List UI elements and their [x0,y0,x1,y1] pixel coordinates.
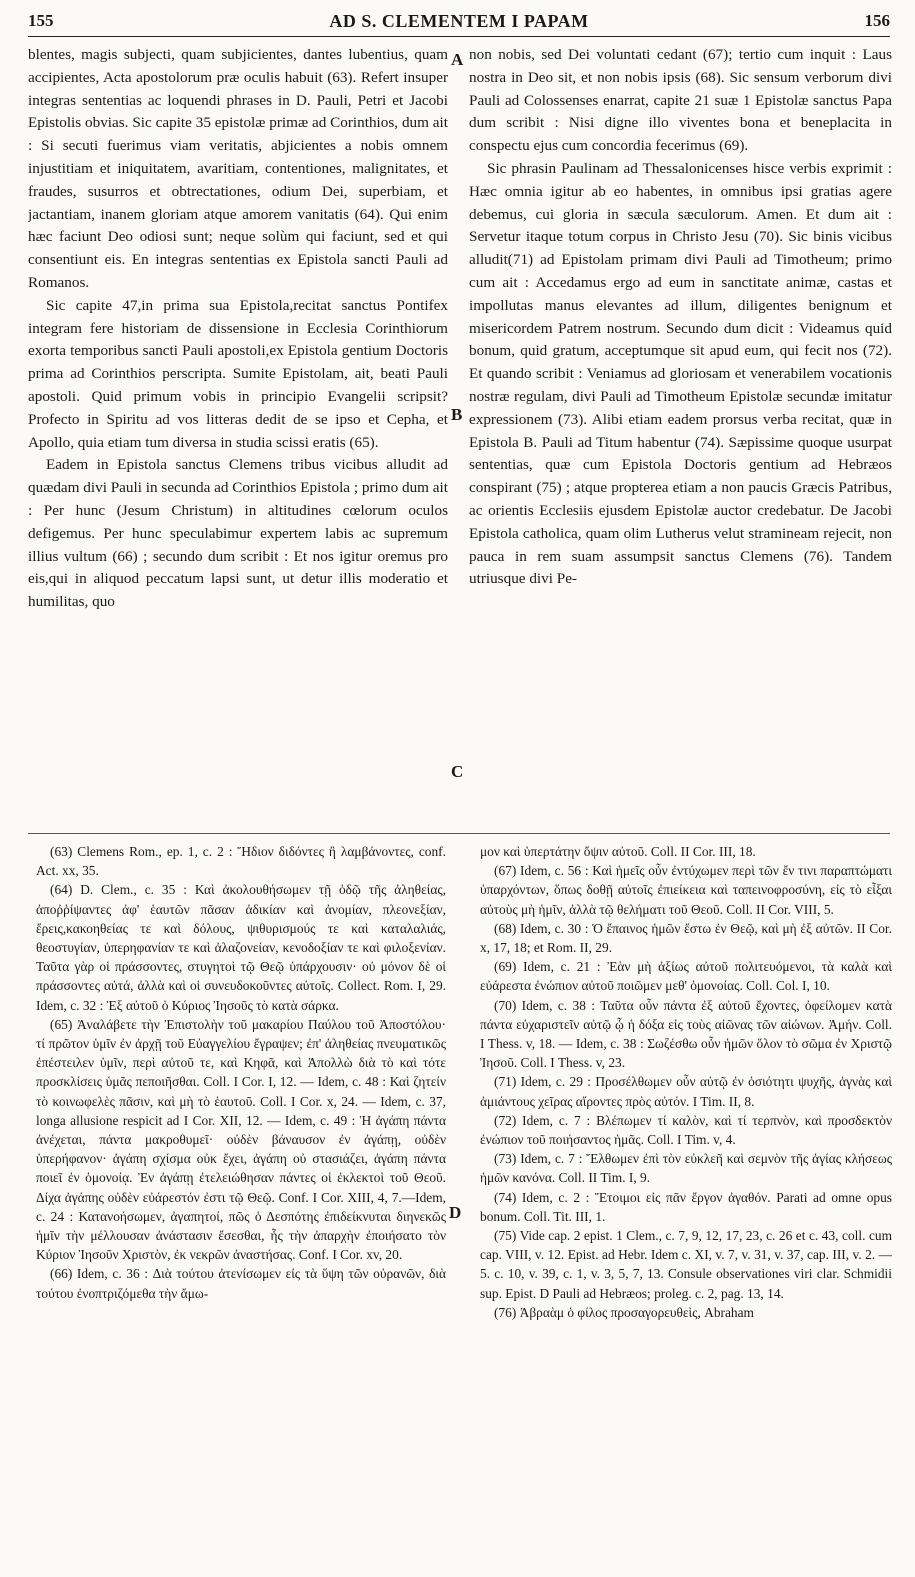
right-paragraph-2: Sic phrasin Paulinam ad Thessalonicenses hisce verbis exprimit : Hæc omnia igitur ab eo habentes, in omnibus ipsi gratias agere debemus, cui gloria in sæcula sæculorum. Amen. Et dum ait : Servetur itaque totum corpus in Christo Jesu (70). Sic binis vicibus alludit(71) ad Epistolam primam divi Pauli ad Timotheum; primo cum ait : Accedamus ergo ad eum in sanctitate animæ, castas et impollutas manus elevantes ad illum, diligentes benignum et misericordem Patrem nostrum. Secundo dum dicit : Videamus quid bonum, quid gratum, acceptumque sit apud eum, qui fecit nos (72). Et quando scribit : Veniamus ad gloriosam et venerabilem vocationis nostræ regulam, divi Pauli ad Timotheum Epistolæ secundæ imitatur expressionem (73). Alibi etiam eadem prorsus verba recitat, quæ in Epistola B. Pauli ad Titum habentur (74). Sæpissime quoque usurpat sententias, quæ cum Epistola Doctoris gentium ad Hebræos conspirant (75) ; atque propterea etiam a non paucis Græcis Patribus, ac orientis Ecclesiis ejusdem Epistolæ auctor credebatur. De Jacobi Epistola catholica, quam olim Lutherus velut stramineam rejecit, non pauca in rem suam assumpsit sanctus Clemens (76). Tandem utriusque divi Pe- [469,159,892,588]
footnote-68: (68) Idem, c. 30 : Ὁ ἔπαινος ἡμῶν ἔστω ἐν Θεῷ, καὶ μὴ ἐξ αὐτῶν. II Cor. x, 17, 18; et Rom. II, 29. [480,920,892,956]
footnote-73: (73) Idem, c. 7 : Ἔλθωμεν ἐπὶ τὸν εὐκλεῆ καὶ σεμνὸν τῆς ἁγίας κλήσεως ἡμῶν κανόνα. Coll. II Tim. I, 9. [480,1151,892,1186]
left-text-column [28,44,448,822]
footnote-divider [28,833,890,834]
footnotes-left-column [36,842,446,1567]
left-paragraph-1: blentes, magis subjecti, quam subjicientes, dantes lubentius, quam accipientes, Acta apostolorum præ oculis habuit (63). Refert insuper integras sententias ac loquendi phrases in D. Pauli, Petri et Jacobi Epistolis obvias. Sic capite 35 epistolæ primæ ad Corinthios, dum ait : Si secuti fuerimus viam veritatis, abjicientes a nobis omnem injustitiam et iniquitatem, avaritiam, contentiones, malignitates, et fraudes, susurros et obtrectationes, odium Dei, superbiam, et jactantiam, inanem gloriam atque amorem vanitatis (64). Qui enim hæc faciunt Deo odiosi sunt; neque solùm qui faciunt, sed et qui consentiunt eis. En integras sententias ex Epistola sancti Pauli ad Romanos. [28,46,448,291]
section-marker-a: A [451,50,464,69]
left-paragraph-2: Sic capite 47,in prima sua Epistola,recitat sanctus Pontifex integram fere historiam de dissensione in Ecclesia Corinthiorum exorta temporibus sancti Pauli apostoli,ex Epistola gentium Doctoris prima ad Corinthios perscripta. Sumite Epistolam, ait, beati Pauli apostoli. Quid primum vobis in principio Evangelii scripsit? Profecto in Spiritu ad vos litteras dedit de se ipso et Cepha, et Apollo, quia etiam tum diversa in studia scissi eratis (65). [28,296,448,451]
footnote-75: (75) Vide cap. 2 epist. 1 Clem., c. 7, 9, 12, 17, 23, c. 26 et c. 43, coll. cum cap. VIII, v. 12. Epist. ad Hebr. Idem c. XI, v. 7, v. 31, v. 37, cap. III, v. 2. — 5. c. 10, v. 39, c. 1, v. 3, 5, 7, 13. Consule observationes viri clar. Schmidii sup. Epist. D Pauli ad Hebræos; proleg. c. 2, pag. 13, 14. [480,1228,892,1301]
footnote-69: (69) Idem, c. 21 : Ἐὰν μὴ ἀξίως αὐτοῦ πολιτευόμενοι, τὰ καλὰ καὶ εὐάρεστα ἐνώπιον αὐτοῦ ποιῶμεν μεθ' ὁμονοίας. Coll. Col. I, 10. [480,959,892,994]
footnotes-right-column [480,842,892,1567]
page-header [28,6,890,37]
footnote-76: (76) Ἀβραὰμ ὁ φίλος προσαγορευθεὶς, Abraham [494,1304,754,1320]
footnote-71: (71) Idem, c. 29 : Προσέλθωμεν οὖν αὐτῷ ἐν ὁσιότητι ψυχῆς, ἁγνὰς καὶ ἀμιάντους χεῖρας αἴροντες πρὸς αὐτόν. I Tim. II, 8. [480,1074,892,1109]
running-title: AD S. CLEMENTEM I PAPAM [329,10,589,31]
footnote-66: (66) Idem, c. 36 : Διὰ τούτου ἀτενίσωμεν εἰς τὰ ὕψη τῶν οὐρανῶν, διὰ τούτου ἐνοπτριζόμεθα τὴν ἄμω- [36,1266,446,1301]
section-marker-c: C [451,762,464,781]
footnote-72: (72) Idem, c. 7 : Βλέπωμεν τί καλὸν, καὶ τί τερπνὸν, καὶ προσδεκτὸν ἐνώπιον τοῦ ποιήσαντος ἡμᾶς. Coll. I Tim. v, 4. [480,1112,892,1148]
footnote-64: (64) D. Clem., c. 35 : Καὶ ἀκολουθήσωμεν τῇ ὁδῷ τῆς ἀληθείας, ἀποῤῥίψαντες ἀφ' ἑαυτῶν πᾶσαν ἀδικίαν καὶ ἀνομίαν, πλεονεξίαν, ἔρεις,κακοηθείας τε καὶ δόλους, ψιθυρισμούς τε καὶ καταλαλιάς, θεοστυγίαν, ὑπερηφανίαν τε καὶ ἀλαζονείαν, κενοδοξίαν τε καὶ φιλοξενίαν. Ταῦτα γὰρ οἱ πράσσοντες, στυγητοὶ τῷ Θεῷ ὑπάρχουσιν· οὐ μόνον δὲ οἱ πράσσοντες αὐτά, ἀλλὰ καὶ οἱ συνευδοκοῦντες αὐτοῖς. Collect. Rom. I, 29. Idem, c. 32 : Ἐξ αὐτοῦ ὁ Κύριος Ἰησοῦς τὸ κατὰ σάρκα. [36,882,446,1013]
left-page-number: 155 [28,11,54,30]
section-marker-b: B [451,405,463,424]
footnote-67: (67) Idem, c. 56 : Καὶ ἡμεῖς οὖν ἐντύχωμεν περὶ τῶν ἔν τινι παραπτώματι ὑπαρχόντων, ὅπως δοθῇ αὐτοῖς ἐπιείκεια καὶ ταπεινοφροσύνη, εἰς τὸ εἶξαι αὐτοὺς μὴ ἡμῖν, ἀλλὰ τῷ θελήματι τοῦ Θεοῦ. Coll. II Cor. VIII, 5. [480,863,892,917]
footnote-66-continued: μον καὶ ὑπερτάτην ὄψιν αὐτοῦ. Coll. II Cor. III, 18. [480,844,756,859]
footnote-70: (70) Idem, c. 38 : Ταῦτα οὖν πάντα ἐξ αὐτοῦ ἔχοντες, ὀφείλομεν κατὰ πάντα εὐχαριστεῖν αὐτῷ ᾧ ἡ δόξα εἰς τοὺς αἰῶνας τῶν αἰώνων. Ἀμήν. Coll. I Thess. v, 18. — Idem, c. 38 : Σωζέσθω οὖν ἡμῶν ὅλον τὸ σῶμα ἐν Χριστῷ Ἰησοῦ. Coll. I Thess. v, 23. [480,997,892,1071]
footnote-65: (65) Ἀναλάβετε τὴν Ἐπιστολὴν τοῦ μακαρίου Παύλου τοῦ Ἀποστόλου· τί πρῶτον ὑμῖν ἐν ἀρχῇ τοῦ Εὐαγγελίου ἔγραψεν; ἐπ' ἀληθείας πνευματικῶς ἐπέστειλεν ὑμῖν, περὶ αὐτοῦ τε, καὶ Κηφᾶ, καὶ Ἀπολλὼ διὰ τὸ καὶ τότε προσκλίσεις ὑμᾶς πεποιῆσθαι. Coll. I Cor. I, 12. — Idem, c. 48 : Καὶ ζητείν τὸ κοινωφελὲς πᾶσιν, καὶ μὴ τὸ ἑαυτοῦ. Coll. I Cor. x, 24. — Idem, c. 37, longa allusione respicit ad I Cor. XII, 12. — Idem, c. 49 : Ἡ ἀγάπη πάντα ἀνέχεται, πάντα μακροθυμεῖ· οὐδὲν βάναυσον ἐν ἀγάπῃ, οὐδὲν ὑπερήφανον· ἀγάπη σχίσμα οὐκ ἔχει, ἀγάπη οὐ στασιάζει, ἀγάπη πάντα ποιεῖ ἐν ὁμονοίᾳ. Ἐν ἀγάπῃ ἐτελειώθησαν πάντες οἱ ἐκλεκτοὶ τοῦ Θεοῦ. Δίχα ἀγάπης οὐδὲν εὐάρεστόν ἐστι τῷ Θεῷ. Conf. I Cor. XIII, 4, 7.—Idem, c. 24 : Κατανοήσωμεν, ἀγαπητοί, πῶς ὁ Δεσπότης ἐπιδείκνυται διηνεκῶς ἡμῖν τὴν μέλλουσαν ἀνάστασιν ἔσεσθαι, ἧς τὴν ἀπαρχὴν ἐποιήσατο τὸν Κύριον Ἰησοῦν Χριστὸν, ἐκ νεκρῶν ἀναστήσας. Conf. I Cor. xv, 20. [36,1016,446,1263]
right-text-column [469,44,892,822]
right-page-number: 156 [864,11,890,30]
section-marker-d: D [449,1203,462,1222]
footnote-63: (63) Clemens Rom., ep. 1, c. 2 : Ἥδιον διδόντες ἢ λαμβάνοντες, conf. Act. xx, 35. [36,844,446,879]
right-paragraph-1: non nobis, sed Dei voluntati cedant (67); tertio cum inquit : Laus nostra in Deo sit, et non nobis ipsis (68). Sic sensum verborum divi Pauli ad Colossenses enarrat, capite 21 suæ 1 Epistolæ sanctus Papa dum scribit : Nisi digne illo viventes bona et beneplacita in conspectu ejus cum concordia fecerimus (69). [469,46,892,155]
left-paragraph-3: Eadem in Epistola sanctus Clemens tribus vicibus alludit ad quædam divi Pauli in secunda ad Corinthios Epistola ; primo dum ait : Per hunc (Jesum Christum) in altitudines cœlorum oculos defigemus. Per hunc speculabimur expertem labis ac supremum illius vultum (66) ; secundo dum scribit : Et nos igitur oremus pro eis,qui in aliquod peccatum lapsi sunt, ut detur illis moderatio et humilitas, quo [28,456,448,611]
footnote-74: (74) Idem, c. 2 : Ἕτοιμοι εἰς πᾶν ἔργον ἀγαθόν. Parati ad omne opus bonum. Coll. Tit. III, 1. [480,1189,892,1224]
